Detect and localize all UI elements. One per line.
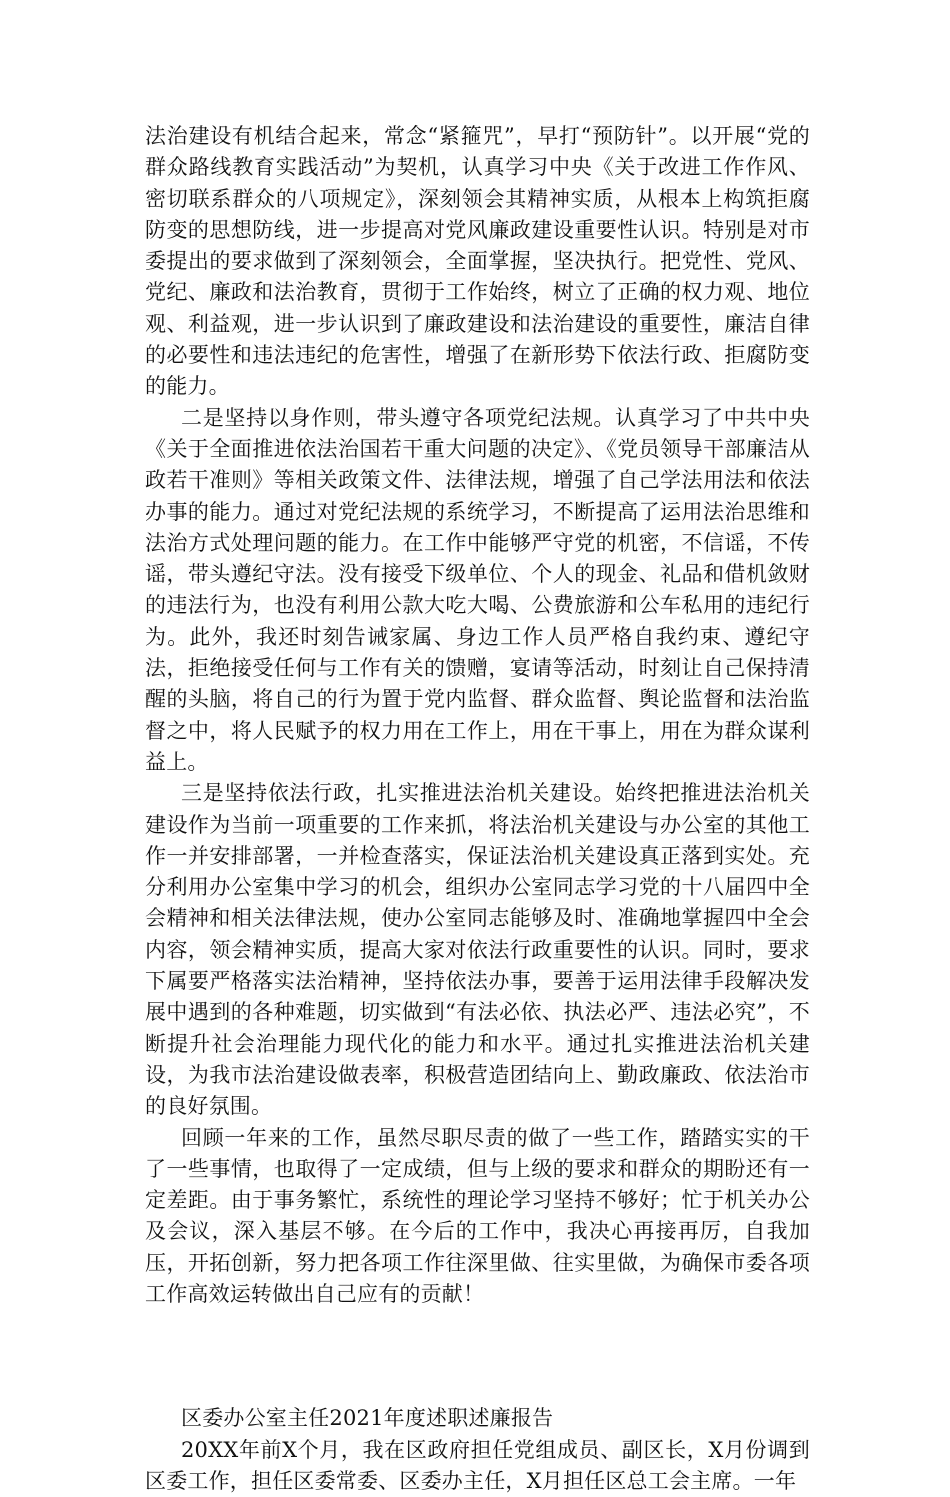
paragraph-year-review: 回顾一年来的工作，虽然尽职尽责的做了一些工作，踏踏实实的干了一些事情，也取得了一定成绩，但与上级的要求和群众的期盼还有一定差距。由于事务繁忙，系统性的理论学习坚持不够好；忙于机关办公及会议，深入基层不够。在今后的工作中，我决心再接再厉，自我加压，开拓创新，努力把各项工作往深里做、往实里做，为确保市委各项工作高效运转做出自己应有的贡献！ xyxy=(145,1125,810,1306)
paragraph-law-based-administration: 三是坚持依法行政，扎实推进法治机关建设。始终把推进法治机关建设作为当前一项重要的工作来抓，将法治机关建设与办公室的其他工作一并安排部署，一并检查落实，保证法治机关建设真正落到实处。充分利用办公室集中学习的机会，组织办公室同志学习党的十八届四中全会精神和相关法律法规，使办公室同志能够及时、准确地掌握四中全会内容，领会精神实质，提高大家对依法行政重要性的认识。同时，要求下属要严格落实法治精神，坚持依法办事，要善于运用法律手段解决发展中遇到的各种难题，切实做到“有法必依、执法必严、违法必究”，不断提升社会治理能力现代化的能力和水平。通过扎实推进法治机关建设，为我市法治建设做表率，积极营造团结向上、勤政廉政、依法治市的良好氛围。 xyxy=(145,781,810,1119)
paragraph-lead-by-example: 二是坚持以身作则，带头遵守各项党纪法规。认真学习了中共中央《关于全面推进依法治国若干重大问题的决定》、《党员领导干部廉洁从政若干准则》等相关政策文件、法律法规，增强了自己学法用法和依法办事的能力。通过对党纪法规的系统学习，不断提高了运用法治思维和法治方式处理问题的能力。在工作中能够严守党的机密，不信谣，不传谣，带头遵纪守法。没有接受下级单位、个人的现金、礼品和借机敛财的违法行为，也没有利用公款大吃大喝、公费旅游和公车私用的违纪行为。此外，我还时刻告诫家属、身边工作人员严格自我约束、遵纪守法，拒绝接受任何与工作有关的馈赠，宴请等活动，时刻让自己保持清醒的头脑，将自己的行为置于党内监督、群众监督、舆论监督和法治监督之中，将人民赋予的权力用在工作上，用在干事上，用在为群众谋利益上。 xyxy=(145,405,810,774)
report-title: 区委办公室主任2021年度述职述廉报告 xyxy=(181,1406,554,1431)
paragraph-report-intro: 20XX年前X个月，我在区政府担任党组成员、副区长，X月份调到区委工作，担任区委常委、区委办主任，X月担任区总工会主席。一年 xyxy=(145,1437,810,1493)
section-spacer xyxy=(145,1310,810,1403)
document-body xyxy=(145,121,810,1497)
paragraph-rule-of-law-education: 法治建设有机结合起来，常念“紧箍咒”，早打“预防针”。以开展“党的群众路线教育实践活动”为契机，认真学习中央《关于改进工作作风、密切联系群众的八项规定》，深刻领会其精神实质，从根本上构筑拒腐防变的思想防线，进一步提高对党风廉政建设重要性认识。特别是对市委提出的要求做到了深刻领会，全面掌握，坚决执行。把党性、党风、党纪、廉政和法治教育，贯彻于工作始终，树立了正确的权力观、地位观、利益观，进一步认识到了廉政建设和法治建设的重要性，廉洁自律的必要性和违法违纪的危害性，增强了在新形势下依法行政、拒腐防变的能力。 xyxy=(145,124,810,399)
